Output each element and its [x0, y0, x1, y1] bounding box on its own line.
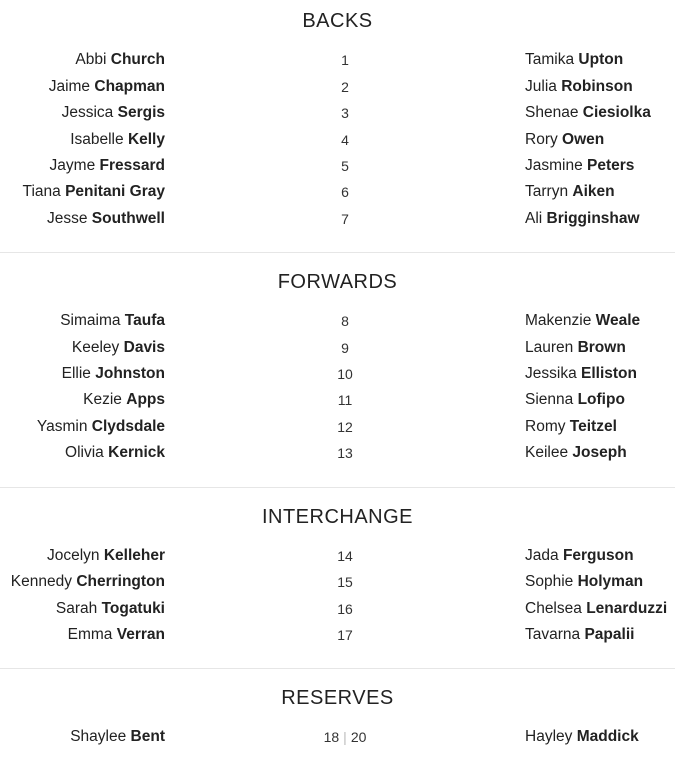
- last-name: Papalii: [584, 626, 635, 643]
- last-name: Clydsdale: [91, 418, 165, 435]
- first-name: Jocelyn: [46, 547, 100, 564]
- last-name: Teitzel: [569, 418, 617, 435]
- last-name: Cherrington: [76, 573, 165, 590]
- right-player: [525, 78, 633, 96]
- jersey-number: 16: [337, 601, 353, 617]
- first-name: Shenae: [525, 104, 579, 121]
- first-name: Kennedy: [10, 573, 72, 590]
- jersey-number: 5: [341, 158, 349, 174]
- last-name: Holyman: [577, 573, 644, 590]
- right-player: [525, 418, 617, 436]
- first-name: Simaima: [60, 312, 121, 329]
- last-name: Maddick: [576, 728, 639, 745]
- section-divider: [0, 252, 675, 253]
- first-name: Rory: [525, 131, 558, 148]
- first-name: Keilee: [525, 444, 569, 461]
- jersey-number: 2: [341, 79, 349, 95]
- right-player: [525, 51, 623, 69]
- left-player: [23, 183, 165, 201]
- team-row: [0, 183, 675, 207]
- team-row: [0, 626, 675, 650]
- section-title: BACKS: [302, 10, 373, 32]
- left-player: [62, 104, 165, 122]
- last-name: Kelly: [127, 131, 165, 148]
- first-name: Keeley: [71, 339, 120, 356]
- right-player: [525, 600, 667, 618]
- section-title: RESERVES: [281, 687, 394, 709]
- jersey-numbers: [310, 729, 380, 745]
- last-name: Church: [110, 51, 165, 68]
- right-player: [525, 365, 637, 383]
- first-name: Olivia: [65, 444, 104, 461]
- last-name: Kernick: [108, 444, 165, 461]
- last-name: Upton: [578, 51, 624, 68]
- first-name: Kezie: [83, 391, 122, 408]
- last-name: Aiken: [572, 183, 615, 200]
- team-row: [0, 391, 675, 415]
- left-player: [65, 444, 165, 462]
- team-row: [0, 418, 675, 442]
- first-name: Jayme: [49, 157, 96, 174]
- last-name: Brown: [577, 339, 626, 356]
- team-row: [0, 210, 675, 234]
- jersey-number: 9: [341, 340, 349, 356]
- right-player: [525, 547, 634, 565]
- team-row: [0, 131, 675, 155]
- section-title: FORWARDS: [277, 271, 398, 293]
- last-name: Ciesiolka: [582, 104, 651, 121]
- last-name: Penitani Gray: [65, 183, 165, 200]
- jersey-number: 12: [337, 419, 353, 435]
- left-player: [75, 51, 165, 69]
- jersey-number: 17: [337, 627, 353, 643]
- last-name: Ferguson: [562, 547, 634, 564]
- first-name: Tavarna: [525, 626, 581, 643]
- first-name: Jessika: [525, 365, 577, 382]
- right-player: [525, 444, 627, 462]
- last-name: Peters: [587, 157, 635, 174]
- first-name: Julia: [525, 78, 557, 95]
- team-row: [0, 728, 675, 752]
- right-player: [525, 626, 634, 644]
- last-name: Lofipo: [577, 391, 625, 408]
- team-row: [0, 339, 675, 363]
- left-player: [70, 131, 165, 149]
- first-name: Tarryn: [525, 183, 569, 200]
- first-name: Hayley: [525, 728, 573, 745]
- first-name: Shaylee: [70, 728, 127, 745]
- right-player: [525, 210, 640, 228]
- last-name: Chapman: [94, 78, 165, 95]
- team-row: [0, 365, 675, 389]
- team-row: [0, 573, 675, 597]
- last-name: Owen: [562, 131, 605, 148]
- first-name: Emma: [67, 626, 113, 643]
- left-player: [56, 600, 165, 618]
- first-name: Isabelle: [70, 131, 124, 148]
- team-row: [0, 51, 675, 75]
- first-name: Sarah: [55, 600, 98, 617]
- number-separator: |: [343, 729, 347, 745]
- last-name: Johnston: [95, 365, 165, 382]
- first-name: Chelsea: [525, 600, 582, 617]
- last-name: Sergis: [117, 104, 165, 121]
- right-player: [525, 104, 651, 122]
- first-name: Makenzie: [525, 312, 592, 329]
- left-player: [47, 547, 165, 565]
- jersey-number: 18: [323, 729, 340, 745]
- left-player: [50, 157, 165, 175]
- jersey-number: 10: [337, 366, 353, 382]
- jersey-number: 4: [341, 132, 349, 148]
- first-name: Ali: [525, 210, 543, 227]
- left-player: [11, 573, 165, 591]
- right-player: [525, 157, 634, 175]
- first-name: Ellie: [61, 365, 91, 382]
- first-name: Tiana: [22, 183, 61, 200]
- first-name: Jessica: [61, 104, 114, 121]
- last-name: Fressard: [99, 157, 165, 174]
- right-player: [525, 391, 625, 409]
- last-name: Elliston: [581, 365, 637, 382]
- last-name: Brigginshaw: [546, 210, 640, 227]
- first-name: Lauren: [525, 339, 574, 356]
- team-row: [0, 157, 675, 181]
- first-name: Yasmin: [36, 418, 88, 435]
- left-player: [70, 728, 165, 746]
- jersey-number: 8: [341, 313, 349, 329]
- section-title: INTERCHANGE: [261, 506, 414, 528]
- last-name: Robinson: [561, 78, 633, 95]
- last-name: Taufa: [124, 312, 165, 329]
- team-row: [0, 444, 675, 468]
- last-name: Verran: [116, 626, 165, 643]
- last-name: Davis: [123, 339, 165, 356]
- right-player: [525, 312, 640, 330]
- left-player: [83, 391, 165, 409]
- first-name: Jada: [525, 547, 559, 564]
- last-name: Togatuki: [101, 600, 165, 617]
- jersey-number: 14: [337, 548, 353, 564]
- first-name: Abbi: [75, 51, 107, 68]
- first-name: Tamika: [525, 51, 575, 68]
- first-name: Sienna: [525, 391, 574, 408]
- team-row: [0, 312, 675, 336]
- left-player: [68, 626, 165, 644]
- first-name: Romy: [525, 418, 566, 435]
- right-player: [525, 573, 643, 591]
- left-player: [62, 365, 165, 383]
- right-player: [525, 131, 604, 149]
- first-name: Sophie: [525, 573, 574, 590]
- last-name: Bent: [130, 728, 165, 745]
- team-row: [0, 600, 675, 624]
- jersey-number: 20: [350, 729, 367, 745]
- left-player: [60, 312, 165, 330]
- jersey-number: 6: [341, 184, 349, 200]
- last-name: Southwell: [91, 210, 165, 227]
- right-player: [525, 339, 626, 357]
- section-divider: [0, 487, 675, 488]
- last-name: Apps: [126, 391, 165, 408]
- left-player: [47, 210, 165, 228]
- jersey-number: 1: [341, 52, 349, 68]
- left-player: [49, 78, 165, 96]
- left-player: [37, 418, 165, 436]
- team-row: [0, 78, 675, 102]
- first-name: Jesse: [46, 210, 88, 227]
- last-name: Lenarduzzi: [586, 600, 668, 617]
- last-name: Weale: [595, 312, 641, 329]
- jersey-number: 11: [337, 392, 353, 408]
- jersey-number: 7: [341, 211, 349, 227]
- right-player: [525, 183, 615, 201]
- team-row: [0, 547, 675, 571]
- last-name: Joseph: [572, 444, 627, 461]
- left-player: [72, 339, 165, 357]
- jersey-number: 13: [337, 445, 353, 461]
- last-name: Kelleher: [103, 547, 165, 564]
- section-divider: [0, 668, 675, 669]
- first-name: Jasmine: [525, 157, 583, 174]
- right-player: [525, 728, 639, 746]
- first-name: Jaime: [48, 78, 91, 95]
- jersey-number: 15: [337, 574, 353, 590]
- team-row: [0, 104, 675, 128]
- jersey-number: 3: [341, 105, 349, 121]
